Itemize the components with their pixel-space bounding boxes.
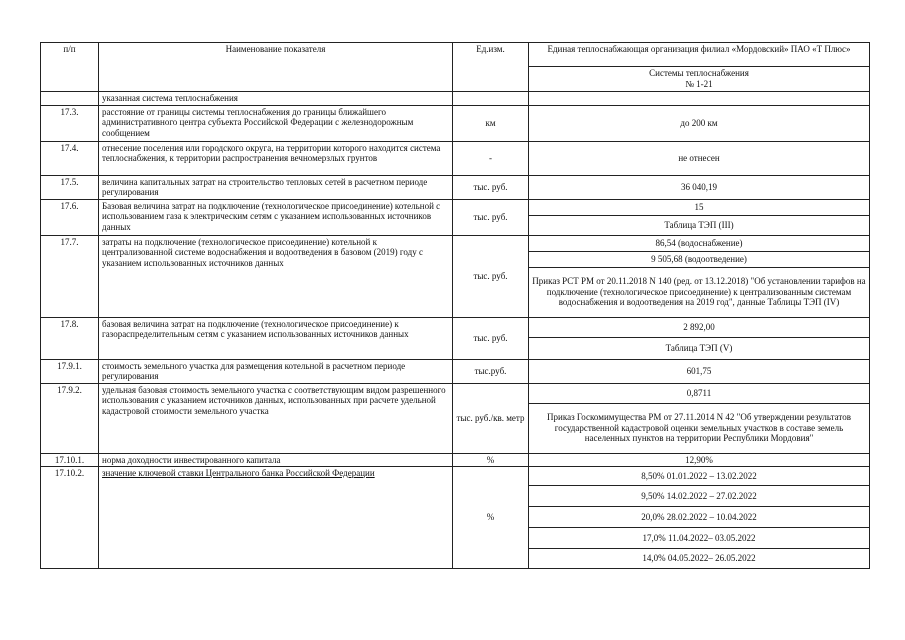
row-num: 17.9.1.: [41, 359, 99, 383]
row-name: Базовая величина затрат на подключение (технологическое присоединение) котельной с использованием газа к электрическим сетям с указанием использованных источников данных: [99, 199, 453, 235]
table-row: [41, 359, 870, 383]
row-name: отнесение поселения или городского округа, на территории которого находится система теплоснабжения, к территории распространения вечномерзлых грунтов: [99, 141, 453, 175]
row-name: норма доходности инвестированного капитала: [99, 453, 453, 467]
row-value: Таблица ТЭП (III): [529, 215, 870, 235]
row-unit: тыс. руб./кв. метр: [453, 383, 529, 453]
row-value: 601,75: [529, 359, 870, 383]
row-unit: тыс. руб.: [453, 317, 529, 359]
row-value: [529, 92, 870, 106]
header-name: Наименование показателя: [99, 43, 453, 92]
row-value: Приказ Госкомимущества РМ от 27.11.2014 N 42 "Об утверждении результатов государственной кадастровой оценки земельных участков в составе земель населенных пунктов на территории Республики Мордовия": [529, 403, 870, 453]
row-num: 17.3.: [41, 105, 99, 141]
row-unit: тыс. руб.: [453, 199, 529, 235]
row-name: стоимость земельного участка для размещения котельной в расчетном периоде регулирования: [99, 359, 453, 383]
row-value: не отнесен: [529, 141, 870, 175]
table-row: [41, 467, 870, 486]
row-unit: [453, 92, 529, 106]
row-name: затраты на подключение (технологическое присоединение) котельной к централизованной системе водоснабжения и водоотведения в базовом (2019) году с указанием использованных источников данных: [99, 235, 453, 317]
table-row: [41, 105, 870, 141]
row-num: 17.10.1.: [41, 453, 99, 467]
row-value: Таблица ТЭП (V): [529, 337, 870, 359]
row-unit: %: [453, 453, 529, 467]
row-unit: тыс. руб.: [453, 175, 529, 199]
row-value: 8,50% 01.01.2022 – 13.02.2022: [529, 467, 870, 486]
row-num: 17.6.: [41, 199, 99, 235]
row-unit: %: [453, 467, 529, 569]
row-unit: тыс. руб.: [453, 235, 529, 317]
header-systems-label: Системы теплоснабжения: [649, 68, 749, 78]
row-value: 12,90%: [529, 453, 870, 467]
row-value: 15: [529, 199, 870, 215]
row-num: 17.7.: [41, 235, 99, 317]
row-value: до 200 км: [529, 105, 870, 141]
table-row: [41, 92, 870, 106]
row-num: 17.9.2.: [41, 383, 99, 453]
table-row: [41, 175, 870, 199]
row-name: величина капитальных затрат на строительство тепловых сетей в расчетном периоде регулирования: [99, 175, 453, 199]
row-value: 20,0% 28.02.2022 – 10.04.2022: [529, 507, 870, 528]
row-unit: -: [453, 141, 529, 175]
row-value: 17,0% 11.04.2022– 03.05.2022: [529, 528, 870, 549]
table-row: [41, 199, 870, 215]
row-value: 9 505,68 (водоотведение): [529, 251, 870, 267]
row-num: 17.10.2.: [41, 467, 99, 569]
header-org: Единая теплоснабжающая организация филиал «Мордовский» ПАО «Т Плюс»: [529, 43, 870, 67]
header-unit: Ед.изм.: [453, 43, 529, 92]
header-systems: [529, 67, 870, 92]
row-name: расстояние от границы системы теплоснабжения до границы ближайшего административного центра субъекта Российской Федерации с железнодорожным сообщением: [99, 105, 453, 141]
header-systems-number: № 1-21: [685, 78, 713, 89]
row-name: базовая величина затрат на подключение (технологическое присоединение) к газораспределительным сетям с указанием использованных источников данных: [99, 317, 453, 359]
table-row: [41, 317, 870, 337]
row-value: 0,8711: [529, 383, 870, 403]
row-num: 17.4.: [41, 141, 99, 175]
row-value: 14,0% 04.05.2022– 26.05.2022: [529, 549, 870, 569]
row-value: 36 040,19: [529, 175, 870, 199]
row-value: 86,54 (водоснабжение): [529, 235, 870, 251]
row-value: Приказ РСТ РМ от 20.11.2018 N 140 (ред. от 13.12.2018) "Об установлении тарифов на подключение (технологическое присоединение) к централизованным системам водоснабжения и водоотведения на 2019 год", данные Таблицы ТЭП (IV): [529, 267, 870, 317]
row-name: значение ключевой ставки Центрального банка Российской Федерации: [99, 467, 453, 569]
row-unit: км: [453, 105, 529, 141]
row-unit: тыс.руб.: [453, 359, 529, 383]
indicators-table: [40, 42, 870, 569]
row-name: указанная система теплоснабжения: [99, 92, 453, 106]
table-header-row: [41, 43, 870, 67]
row-value: 2 892,00: [529, 317, 870, 337]
row-num: 17.8.: [41, 317, 99, 359]
row-num: 17.5.: [41, 175, 99, 199]
table-row: [41, 453, 870, 467]
table-row: [41, 141, 870, 175]
row-value: 9,50% 14.02.2022 – 27.02.2022: [529, 486, 870, 507]
table-row: [41, 235, 870, 251]
row-num: [41, 92, 99, 106]
row-name: удельная базовая стоимость земельного участка с соответствующим видом разрешенного использования с указанием источников данных, использованных при расчете удельной кадастровой стоимости земельного участка: [99, 383, 453, 453]
header-num: п/п: [41, 43, 99, 92]
table-row: [41, 383, 870, 403]
